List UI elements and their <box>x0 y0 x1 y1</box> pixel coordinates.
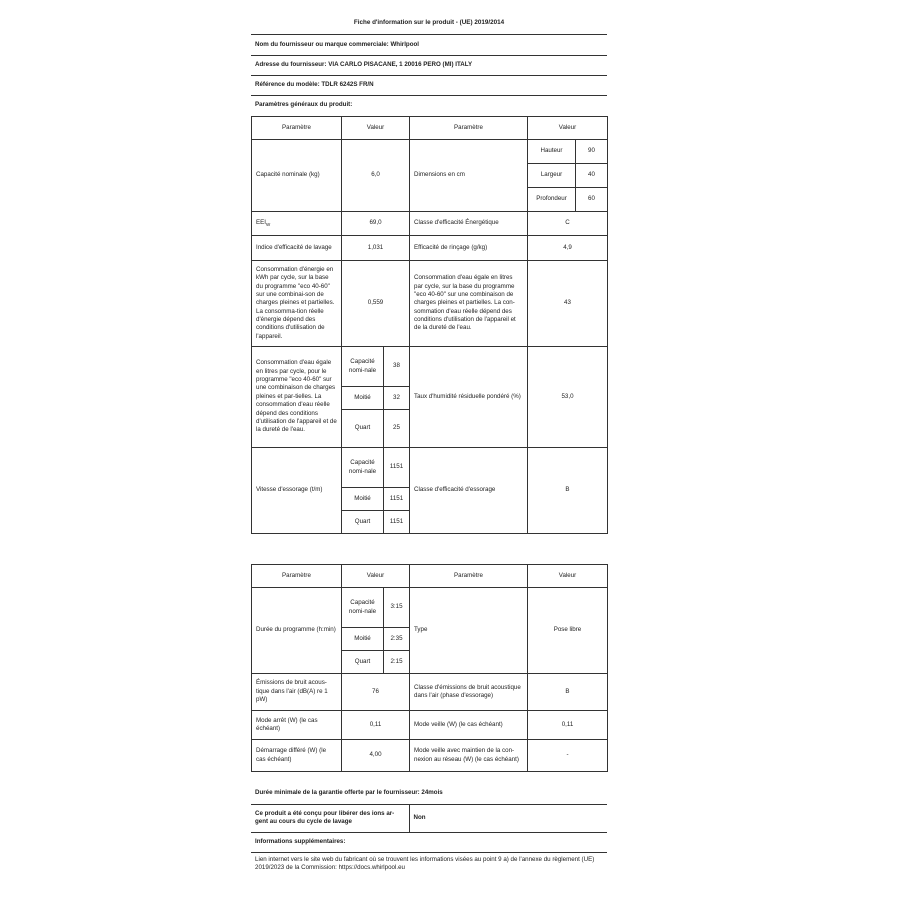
water-quarter-value: 25 <box>384 410 410 448</box>
manufacturer-link-text: Lien internet vers le site web du fabricant où se trouvent les informations visées au point 9 a) de l'annexe du règlement (UE) 2019/2023 de la Commission: https://docs.whirlpool.eu <box>255 856 595 872</box>
sub-half-label: Moitié <box>342 628 384 651</box>
divider <box>251 832 607 833</box>
humidity-label: Taux d'humidité résiduelle pondéré (%) <box>410 347 528 448</box>
general-params-heading: Paramètres généraux du produit: <box>255 101 353 108</box>
standby-label: Mode veille (W) (le cas échéant) <box>410 711 528 740</box>
rinse-value: 4,9 <box>528 236 608 261</box>
duration-half-value: 2:35 <box>384 628 410 651</box>
energy-class-label: Classe d'efficacité Énergétique <box>410 212 528 236</box>
rinse-label: Efficacité de rinçage (g/kg) <box>410 236 528 261</box>
eei-text: EEI <box>256 218 266 226</box>
divider <box>251 55 607 56</box>
sub-quarter-label: Quart <box>342 651 384 674</box>
water-half-value: 32 <box>384 387 410 410</box>
water-consumption-label: Consommation d'eau égale en litres par cycle, pour le programme "eco 40-60" sur une combinaison de charges pleines et par-tielles. La consommation d'eau réelle dépend des conditions d'utilisation de l'appareil et de la dureté de l'eau. <box>252 347 342 448</box>
warranty-info: Durée minimale de la garantie offerte par le fournisseur: 24mois <box>255 789 443 796</box>
header-parametre: Paramètre <box>252 117 342 140</box>
sub-quarter-label: Quart <box>342 511 384 534</box>
header-parametre: Paramètre <box>410 117 528 140</box>
standby-value: 0,11 <box>528 711 608 740</box>
type-value: Pose libre <box>528 588 608 674</box>
depth-value: 60 <box>576 188 608 212</box>
energy-consumption-label: Consommation d'énergie en kWh par cycle, sur la base du programme "eco 40-60" sur une combinai-son de charges pleines et partielles. La consomma-tion réelle d'énergie dépend des conditions d'utilisation de l'appareil. <box>252 261 342 347</box>
eei-subscript: W <box>265 222 271 228</box>
sub-capacity-label: Capacité nomi-nale <box>342 588 384 628</box>
header-parametre: Paramètre <box>410 565 528 588</box>
duration-capacity-value: 3:15 <box>384 588 410 628</box>
off-mode-label: Mode arrêt (W) (le cas échéant) <box>252 711 342 740</box>
silver-ions-table <box>251 804 607 832</box>
program-parameters-table <box>251 564 608 772</box>
capacity-label: Capacité nominale (kg) <box>252 140 342 212</box>
divider <box>251 34 607 35</box>
network-standby-label: Mode veille avec maintien de la con-nexion au réseau (W) (le cas échéant) <box>410 740 528 772</box>
spin-half-value: 1151 <box>384 488 410 511</box>
duration-quarter-value: 2:15 <box>384 651 410 674</box>
height-value: 90 <box>576 140 608 164</box>
extra-info-heading: Informations supplémentaires: <box>255 838 346 845</box>
humidity-value: 53,0 <box>528 347 608 448</box>
noise-class-label: Classe d'émissions de bruit acoustique dans l'air (phase d'essorage) <box>410 674 528 711</box>
supplier-address: Adresse du fournisseur: VIA CARLO PISACANE, 1 20016 PERO (MI) ITALY <box>255 61 473 68</box>
water-equal-label: Consommation d'eau égale en litres par cycle, sur la base du programme "eco 40-60" sur une combinaison de charges pleines et partielles. La con-sommation d'eau réelle dépend des conditions d'utilisation de l'appareil et de la dureté de l'eau. <box>410 261 528 347</box>
spin-class-value: B <box>528 448 608 534</box>
spin-capacity-value: 1151 <box>384 448 410 488</box>
divider <box>251 75 607 76</box>
spin-class-label: Classe d'efficacité d'essorage <box>410 448 528 534</box>
noise-value: 76 <box>342 674 410 711</box>
silver-ions-label: Ce produit a été conçu pour libérer des ions ar-gent au cours du cycle de lavage <box>251 804 409 832</box>
dimensions-label: Dimensions en cm <box>410 140 528 212</box>
model-reference: Référence du modèle: TDLR 6242S FR/N <box>255 81 374 88</box>
header-valeur: Valeur <box>342 117 410 140</box>
sub-half-label: Moitié <box>342 387 384 410</box>
wash-index-value: 1,031 <box>342 236 410 261</box>
eei-value: 69,0 <box>342 212 410 236</box>
off-mode-value: 0,11 <box>342 711 410 740</box>
sub-capacity-label: Capacité nomi-nale <box>342 347 384 387</box>
depth-label: Profondeur <box>528 188 576 212</box>
divider <box>251 95 607 96</box>
header-valeur: Valeur <box>528 117 608 140</box>
header-valeur: Valeur <box>528 565 608 588</box>
water-capacity-value: 38 <box>384 347 410 387</box>
silver-ions-value: Non <box>413 813 426 821</box>
sub-capacity-label: Capacité nomi-nale <box>342 448 384 488</box>
height-label: Hauteur <box>528 140 576 164</box>
network-standby-value: - <box>528 740 608 772</box>
water-equal-value: 43 <box>528 261 608 347</box>
header-valeur: Valeur <box>342 565 410 588</box>
delay-start-value: 4,00 <box>342 740 410 772</box>
eei-label <box>252 212 342 236</box>
program-duration-label: Durée du programme (h:min) <box>252 588 342 674</box>
supplier-name: Nom du fournisseur ou marque commerciale: Whirlpool <box>255 41 419 48</box>
spin-speed-label: Vitesse d'essorage (t/m) <box>252 448 342 534</box>
energy-consumption-value: 0,559 <box>342 261 410 347</box>
sub-half-label: Moitié <box>342 488 384 511</box>
width-label: Largeur <box>528 164 576 188</box>
sub-quarter-label: Quart <box>342 410 384 448</box>
noise-class-value: B <box>528 674 608 711</box>
spin-quarter-value: 1151 <box>384 511 410 534</box>
divider <box>251 852 607 853</box>
wash-index-label: Indice d'efficacité de lavage <box>252 236 342 261</box>
type-label: Type <box>410 588 528 674</box>
sheet-title: Fiche d'information sur le produit - (UE) 2019/2014 <box>353 19 505 26</box>
noise-label: Émissions de bruit acous-tique dans l'air (dB(A) re 1 pW) <box>252 674 342 711</box>
delay-start-label: Démarrage différé (W) (le cas échéant) <box>252 740 342 772</box>
energy-class-value: C <box>528 212 608 236</box>
width-value: 40 <box>576 164 608 188</box>
capacity-value: 6,0 <box>342 140 410 212</box>
header-parametre: Paramètre <box>252 565 342 588</box>
general-parameters-table <box>251 116 608 534</box>
